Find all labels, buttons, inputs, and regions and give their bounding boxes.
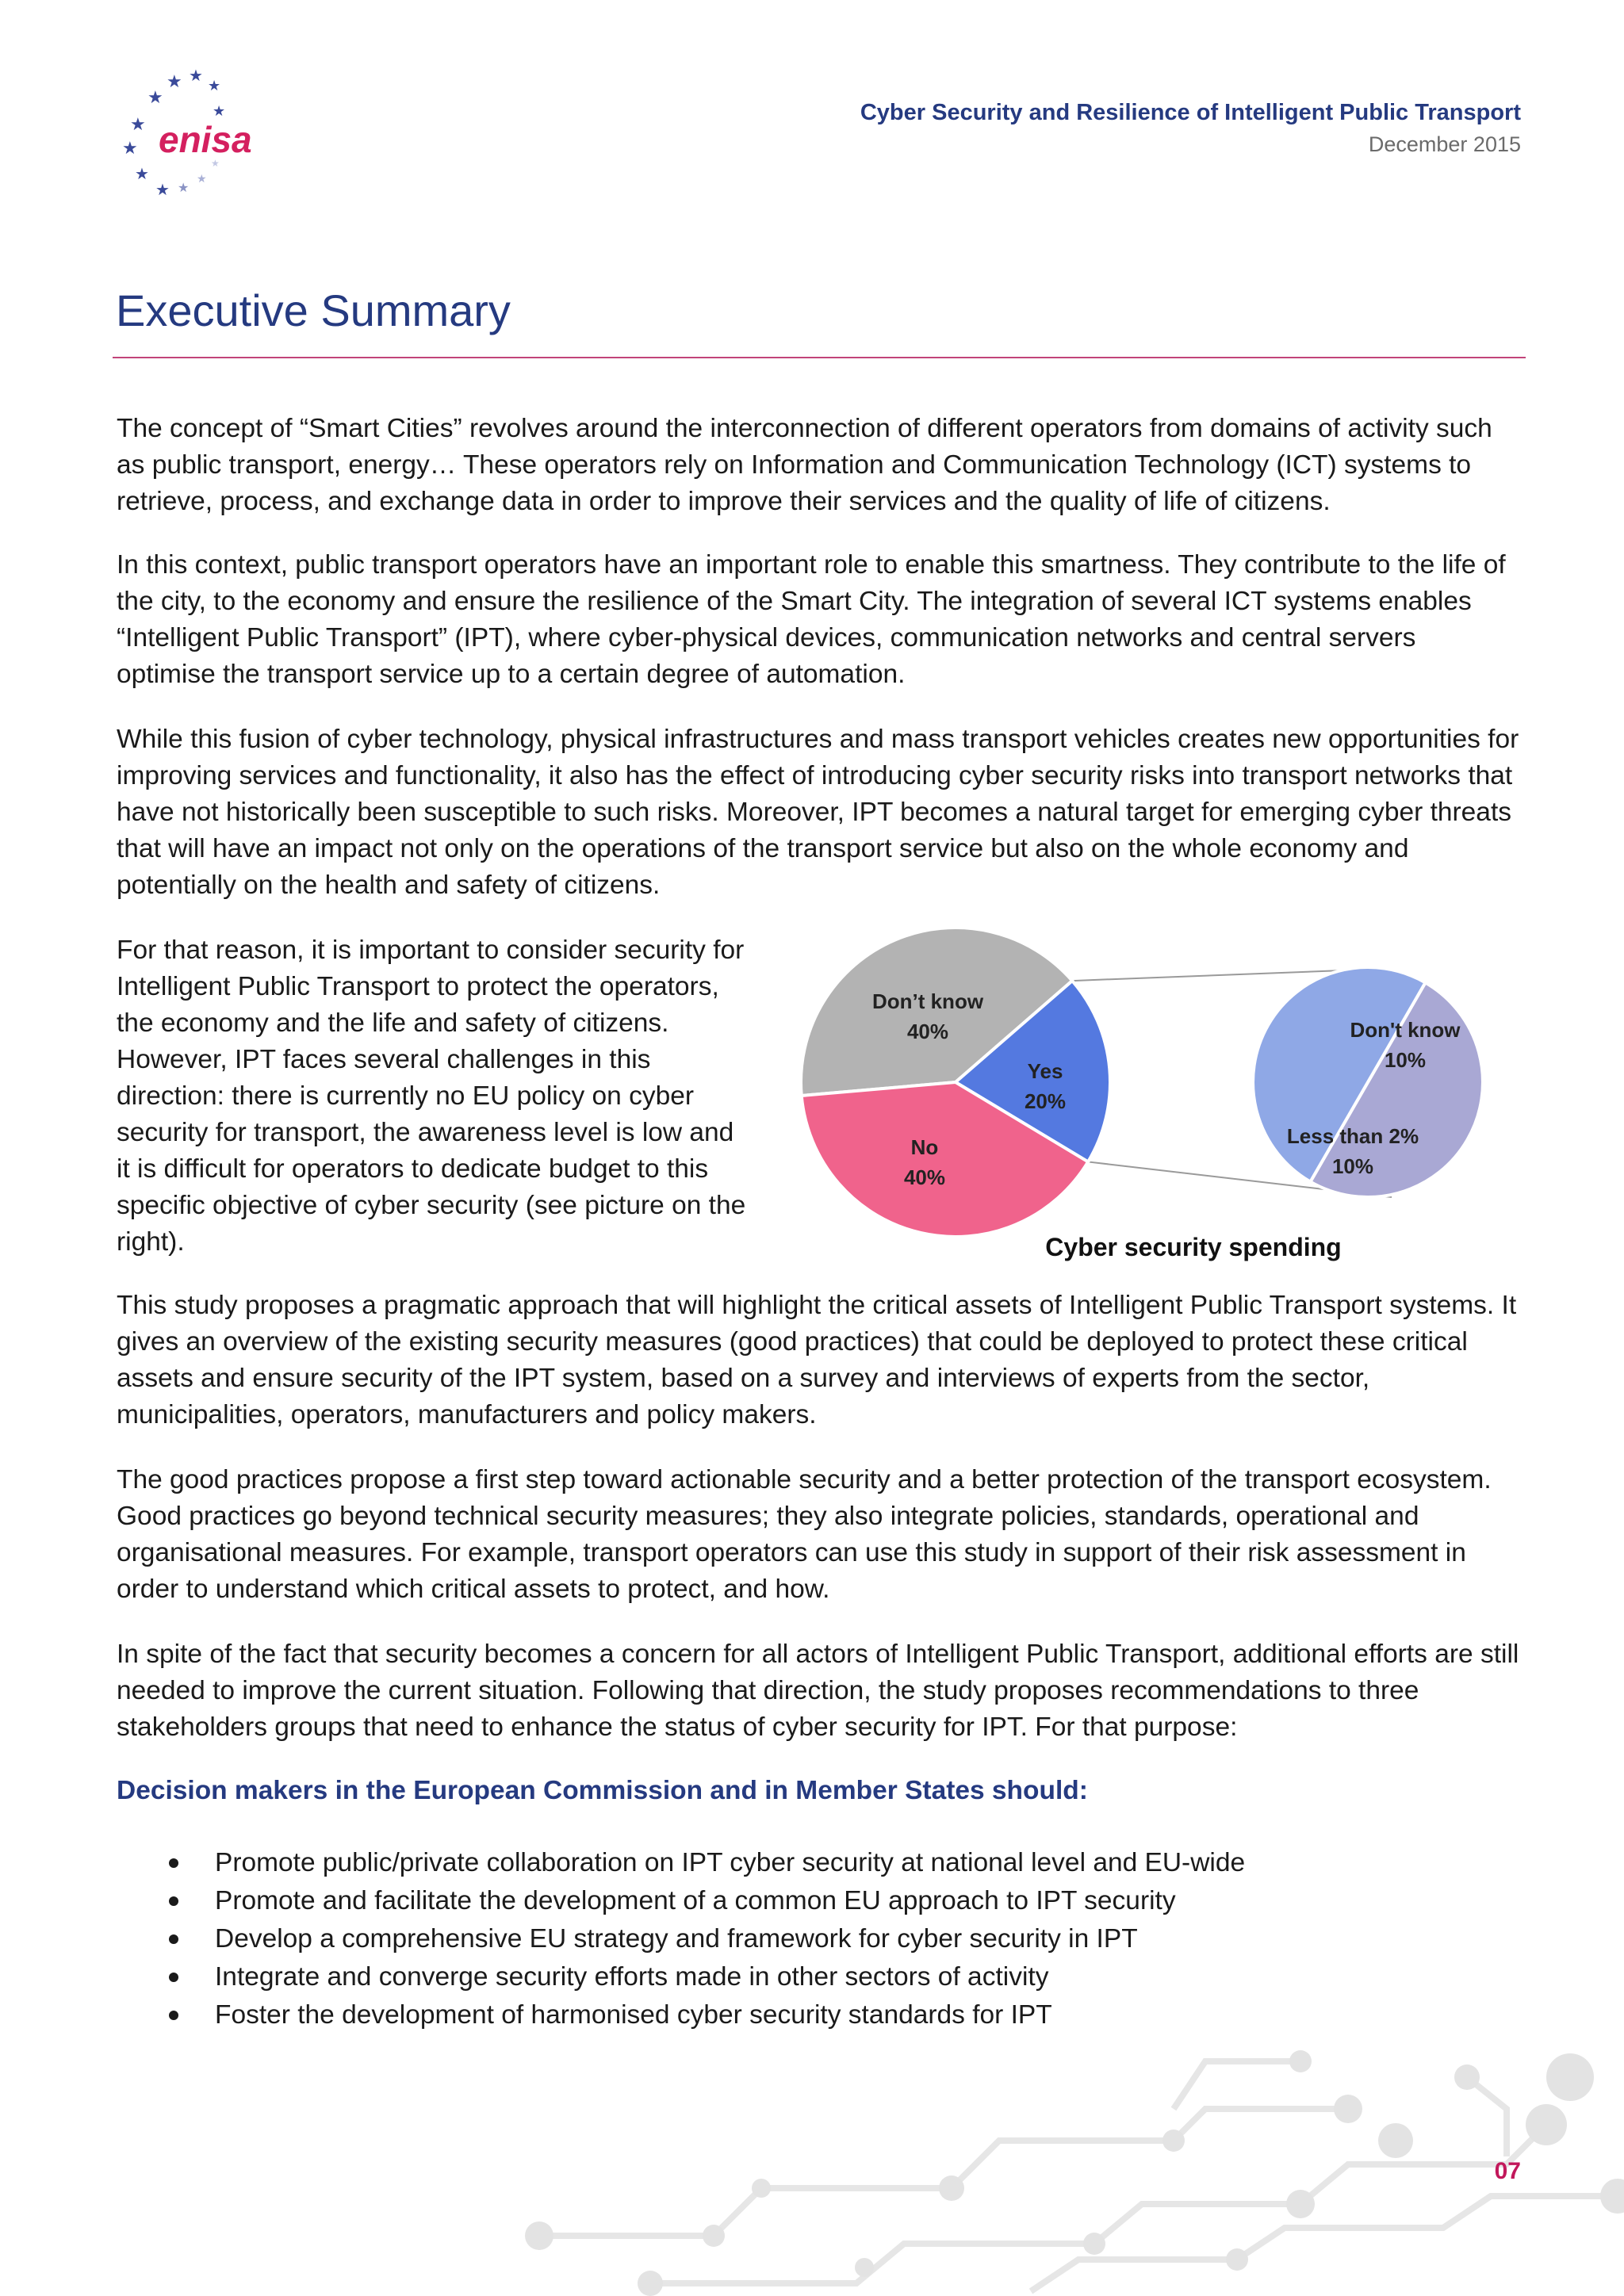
main-pie-label: Yes 20%: [1024, 1059, 1067, 1113]
svg-text:★: ★: [178, 182, 190, 195]
paragraph-context: In this context, public transport operators have an important role to enable this smartness. They contribute to the life of the city, to the economy and ensure the resilience of the Smart City. The integration of several ICT systems enables “Intelligent Public Transport” (IPT), where cyber-physical devices, communication networks and central servers optimise the transport service up to a certain degree of automation.: [117, 550, 1506, 689]
paragraph-good-practices: The good practices propose a first step toward actionable security and a better protection of the transport ecosystem. Good practices go beyond technical security measures; they also integrate policies, standards, operational and organisational measures. For example, transport operators can use this study in support of their risk assessment in order to understand which critical assets to protect, and how.: [117, 1465, 1492, 1604]
svg-text:★: ★: [197, 172, 207, 185]
list-item: [117, 1844, 1465, 1882]
paragraph-approach: This study proposes a pragmatic approach that will highlight the critical assets of Intelligent Public Transport systems. It gives an overview of the existing security measures (good practices) that could be deployed to protect these critical assets and ensure security of the IPT system, based on a survey and interviews of experts from the sector, municipalities, operators, manufacturers and policy makers.: [117, 1291, 1517, 1429]
main-pie-label: Don’t know 40%: [871, 989, 984, 1043]
list-item: [117, 1958, 1465, 1996]
cyber-security-spending-chart: [793, 920, 1491, 1269]
document-title: Cyber Security and Resilience of Intelligent Public Transport: [860, 100, 1521, 125]
breakdown-pie-label: Don't know 10%: [1350, 1018, 1461, 1072]
svg-text:★: ★: [189, 67, 203, 85]
list-item-text: Develop a comprehensive EU strategy and framework for cyber security in IPT: [215, 1924, 1138, 1954]
svg-text:★: ★: [147, 87, 163, 107]
title-divider: [113, 357, 1526, 358]
list-item: [117, 1920, 1465, 1958]
list-item-text: Promote and facilitate the development of a common EU approach to IPT security: [215, 1886, 1176, 1915]
paragraph-smart-cities: The concept of “Smart Cities” revolves around the interconnection of different operators from domains of activity such as public transport, energy… These operators rely on Information and Communication Technology (ICT) systems to retrieve, process, and exchange data in order to improve their services and the quality of life of citizens.: [117, 414, 1492, 516]
breakdown-pie: [1253, 967, 1483, 1197]
svg-text:★: ★: [167, 71, 182, 91]
main-pie-label: No 40%: [903, 1135, 946, 1189]
logo-wordmark: enisa: [159, 119, 252, 160]
svg-text:★: ★: [213, 103, 226, 119]
decision-makers-heading: Decision makers in the European Commission and in Member States should:: [117, 1776, 1088, 1805]
list-item: [117, 1882, 1465, 1920]
paragraph-risks: While this fusion of cyber technology, physical infrastructures and mass transport vehicles creates new opportunities for improving services and functionality, it also has the effect of introducing cyber security risks into transport networks that have not historically been susceptible to such risks. Moreover, IPT becomes a natural target for emerging cyber threats that will have an impact not only on the operations of the transport service but also on the whole economy and potentially on the health and safety of citizens.: [117, 725, 1519, 900]
page-header: [860, 97, 1521, 160]
paragraph-recommendations: In spite of the fact that security becomes a concern for all actors of Intelligent Public Transport, additional efforts are still needed to improve the current situation. Following that direction, the study proposes recommendations to three stakeholders groups that need to enhance the status of cyber security for IPT. For that purpose:: [117, 1640, 1519, 1742]
bullet-icon: [169, 1858, 178, 1868]
document-date: December 2015: [1368, 132, 1521, 156]
svg-text:★: ★: [130, 114, 146, 134]
svg-text:★: ★: [155, 182, 170, 199]
main-pie: [801, 928, 1110, 1237]
page-number: 07: [1494, 2158, 1521, 2184]
recommendation-list: [117, 1844, 1465, 2034]
list-item: [117, 1996, 1465, 2034]
svg-text:★: ★: [135, 166, 149, 183]
svg-text:★: ★: [122, 138, 138, 158]
list-item-text: Foster the development of harmonised cyber security standards for IPT: [215, 2000, 1052, 2030]
breakdown-pie-label: Less than 2% 10%: [1286, 1124, 1419, 1178]
section-title: Executive Summary: [116, 285, 511, 335]
svg-text:★: ★: [211, 158, 220, 169]
bullet-icon: [169, 1934, 178, 1944]
bullet-icon: [169, 1896, 178, 1906]
circuit-decoration: [0, 2045, 1624, 2296]
chart-title: Cyber security spending: [1045, 1233, 1342, 1261]
list-item-text: Integrate and converge security efforts made in other sectors of activity: [215, 1962, 1049, 1992]
list-item-text: Promote public/private collaboration on IPT cyber security at national level and EU-wide: [215, 1848, 1246, 1877]
bullet-icon: [169, 1973, 178, 1982]
svg-text:★: ★: [208, 78, 221, 94]
bullet-icon: [169, 2011, 178, 2020]
paragraph-challenges: For that reason, it is important to consider security for Intelligent Public Transport to protect the operators, the economy and the life and safety of citizens. However, IPT faces several challenges in this direction: there is currently no EU policy on cyber security for transport, the awareness level is low and it is difficult for operators to dedicate budget to this specific objective of cyber security (see picture on the right).: [117, 936, 746, 1257]
enisa-logo: [111, 63, 270, 206]
